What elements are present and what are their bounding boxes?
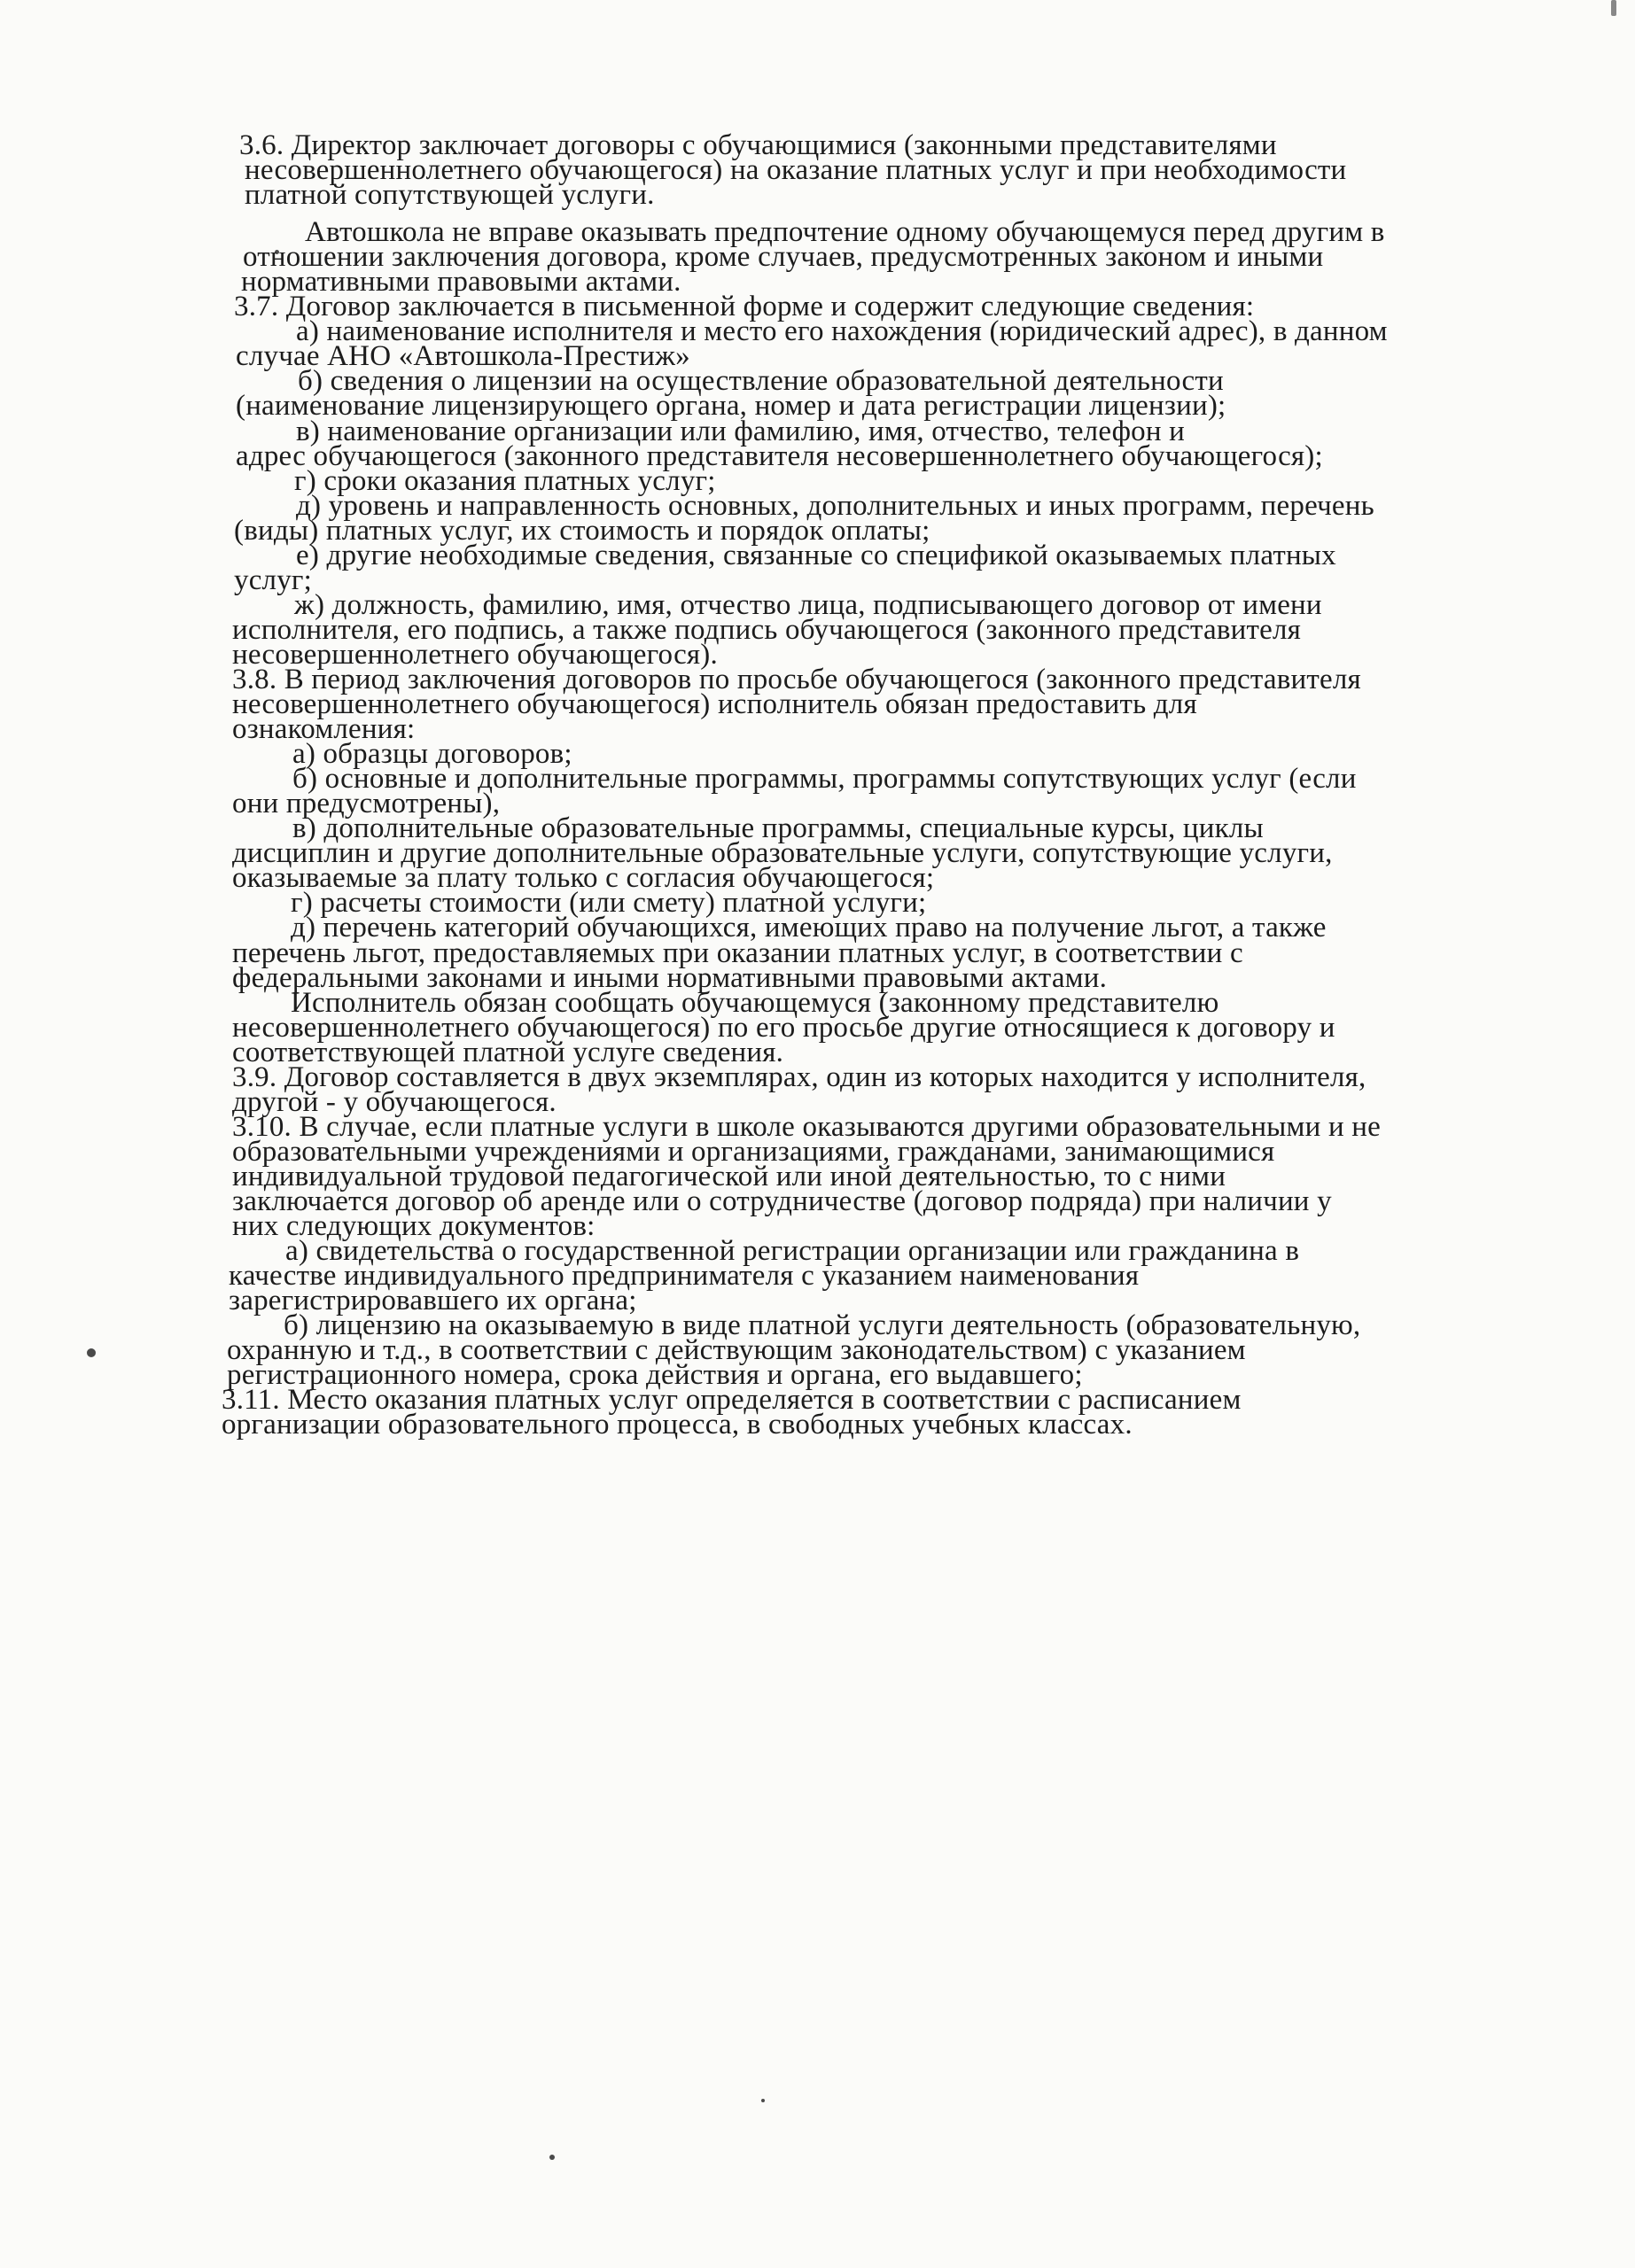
document-body [222, 129, 1508, 1441]
scan-speck [1611, 0, 1616, 16]
scan-speck [761, 2099, 765, 2102]
text-line: оказываемые за плату только с согласия обучающегося; [232, 862, 935, 895]
text-line: 3.10. В случае, если платные услуги в школе оказываются другими образовательными и не [232, 1110, 1381, 1143]
text-line: 3.8. В период заключения договоров по просьбе обучающегося (законного представителя [232, 663, 1361, 695]
text-line: д) перечень категорий обучающихся, имеющих право на получение льгот, а также [291, 912, 1327, 944]
text-line: а) наименование исполнителя и место его нахождения (юридический адрес), в данном [296, 315, 1388, 348]
text-line: несовершеннолетнего обучающегося) по его просьбе другие относящиеся к договору и [232, 1011, 1335, 1044]
text-line: отношении заключения договора, кроме случаев, предусмотренных законом и иными [243, 241, 1324, 274]
text-line: образовательными учреждениями и организациями, гражданами, занимающимися [232, 1135, 1275, 1168]
text-line: перечень льгот, предоставляемых при оказании платных услуг, в соответствии с [232, 936, 1243, 969]
scan-speck [87, 1348, 96, 1357]
text-line: е) другие необходимые сведения, связанные со спецификой оказываемых платных [296, 539, 1336, 571]
text-line: услуг; [234, 563, 313, 596]
text-line: исполнителя, его подпись, а также подпись обучающегося (законного представителя [232, 613, 1302, 646]
text-line: б) лицензию на оказываемую в виде платной услуги деятельность (образовательную, [284, 1309, 1361, 1342]
text-line: несовершеннолетнего обучающегося) исполнитель обязан предоставить для [232, 688, 1197, 721]
text-line: а) образцы договоров; [292, 738, 572, 771]
text-line: дисциплин и другие дополнительные образовательные услуги, сопутствующие услуги, [232, 837, 1333, 870]
text-line: качестве индивидуального предпринимателя с указанием наименования [229, 1260, 1140, 1293]
text-line: 3.7. Договор заключается в письменной форме и содержит следующие сведения: [234, 291, 1255, 323]
text-line: индивидуальной трудовой педагогической или иной деятельностью, то с ними [232, 1160, 1226, 1192]
text-line: 3.9. Договор составляется в двух экземплярах, один из которых находится у исполнителя, [232, 1060, 1366, 1093]
text-line: другой - у обучающегося. [232, 1085, 557, 1118]
text-line: адрес обучающегося (законного представителя несовершеннолетнего обучающегося); [236, 439, 1323, 472]
text-line: б) основные и дополнительные программы, программы сопутствующих услуг (если [292, 763, 1357, 796]
text-line: а) свидетельства о государственной регистрации организации или гражданина в [285, 1235, 1300, 1268]
text-line: в) дополнительные образовательные программы, специальные курсы, циклы [292, 812, 1264, 845]
text-line: случае АНО «Автошкола-Престиж» [236, 340, 690, 373]
text-line: зарегистрировавшего их органа; [229, 1285, 637, 1317]
text-line: 3.6. Директор заключает договоры с обучающимися (законными представителями [239, 129, 1277, 161]
text-line: заключается договор об аренде или о сотрудничестве (договор подряда) при наличии у [232, 1184, 1332, 1217]
text-line: ж) должность, фамилию, имя, отчество лица, подписывающего договор от имени [294, 588, 1322, 621]
text-line: г) сроки оказания платных услуг; [294, 464, 716, 497]
text-line: 3.11. Место оказания платных услуг определяется в соответствии с расписанием [222, 1384, 1242, 1417]
text-line: (наименование лицензирующего органа, номер и дата регистрации лицензии); [236, 390, 1226, 423]
text-line: г) расчеты стоимости (или смету) платной услуги; [291, 887, 927, 920]
text-line: платной сопутствующей услуги. [245, 179, 655, 212]
text-line: ознакомления: [232, 713, 416, 746]
text-line: охранную и т.д., в соответствии с действующим законодательством) с указанием [227, 1334, 1246, 1367]
text-line: федеральными законами и иными нормативными правовыми актами. [232, 961, 1108, 994]
text-line: организации образовательного процесса, в свободных учебных классах. [222, 1409, 1133, 1441]
scan-speck [549, 2155, 555, 2160]
text-line: несовершеннолетнего обучающегося). [232, 638, 718, 671]
text-line: они предусмотрены), [232, 788, 501, 820]
text-line: Автошкола не вправе оказывать предпочтение одному обучающемуся перед другим в [305, 216, 1385, 249]
text-line: соответствующей платной услуге сведения. [232, 1036, 784, 1068]
text-line: регистрационного номера, срока действия и органа, его выдавшего; [227, 1359, 1083, 1392]
text-line: несовершеннолетнего обучающегося) на оказание платных услуг и при необходимости [245, 154, 1347, 187]
text-line: в) наименование организации или фамилию, имя, отчество, телефон и [296, 415, 1186, 447]
text-line: них следующих документов: [232, 1210, 596, 1243]
text-line: нормативными правовыми актами. [241, 266, 681, 299]
text-line: (виды) платных услуг, их стоимость и порядок оплаты; [234, 514, 930, 547]
text-line: д) уровень и направленность основных, дополнительных и иных программ, перечень [296, 489, 1374, 522]
text-line: б) сведения о лицензии на осуществление образовательной деятельности [298, 365, 1224, 398]
text-line: Исполнитель обязан сообщать обучающемуся (законному представителю [291, 986, 1219, 1019]
